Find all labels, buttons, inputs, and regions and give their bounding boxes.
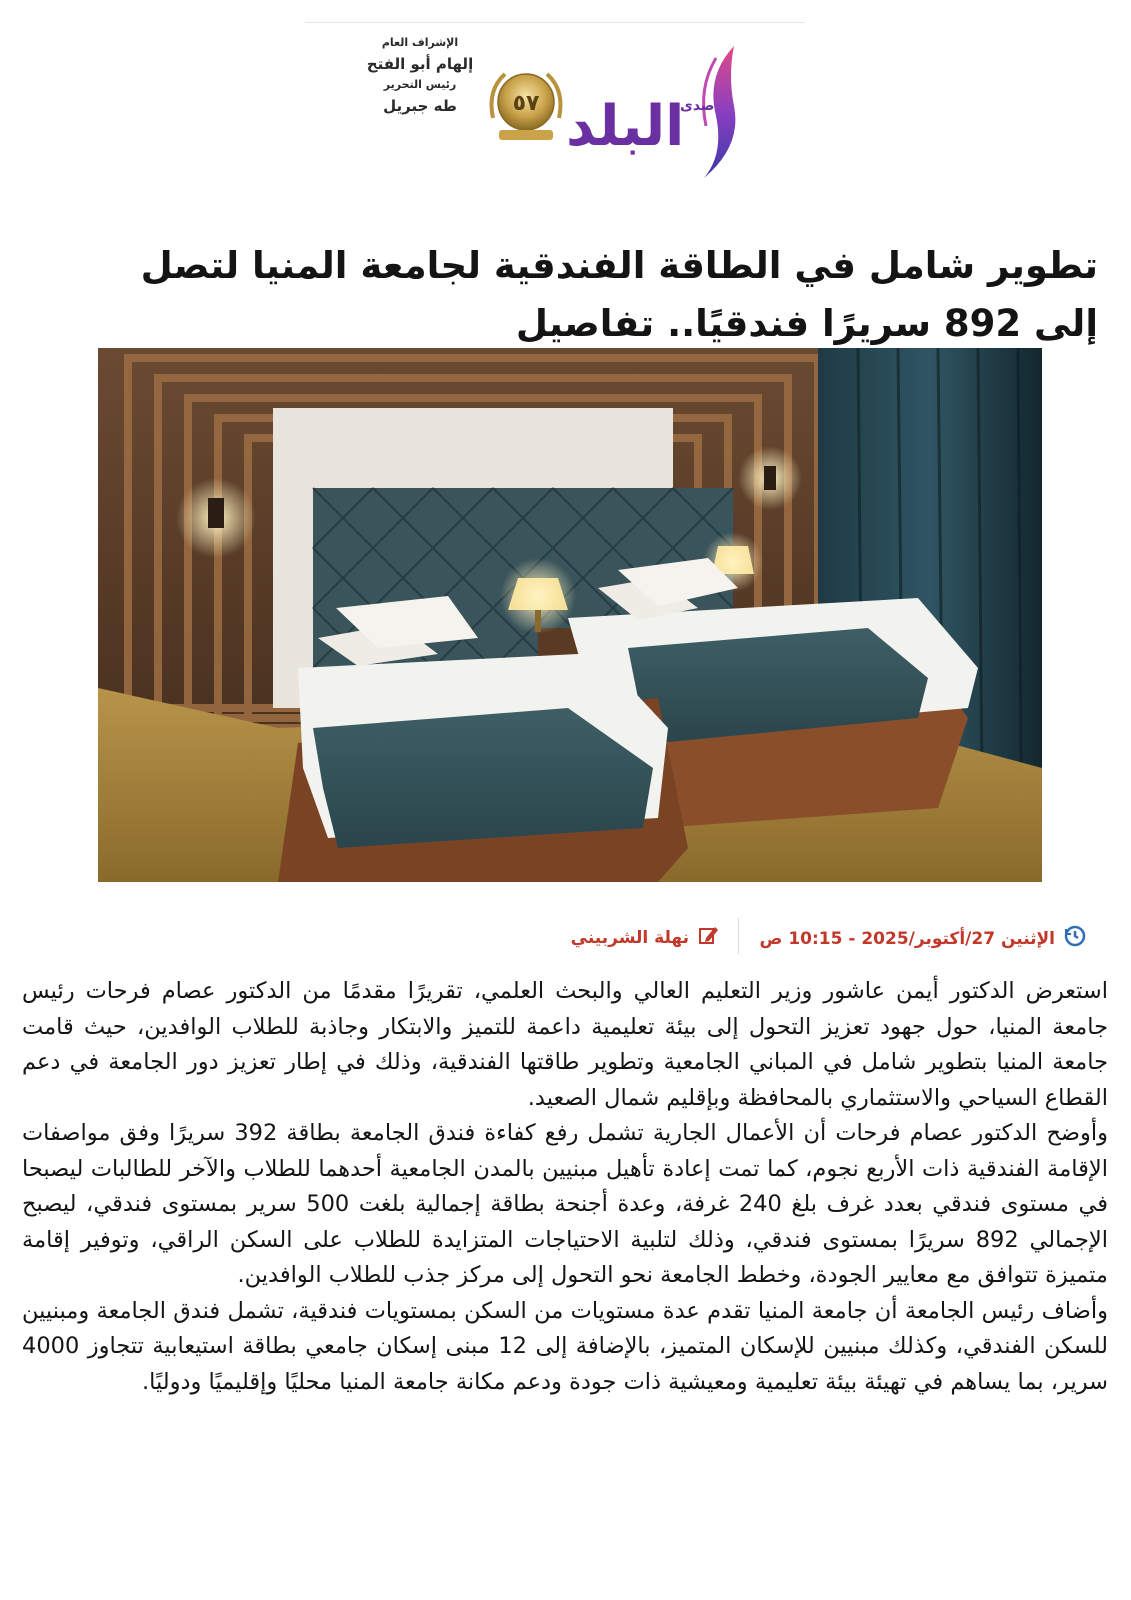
article-date (760, 924, 1087, 953)
article-paragraph: استعرض الدكتور أيمن عاشور وزير التعليم العالي والبحث العلمي، تقريرًا مقدمًا من الدكتور عصام فرحات رئيس جامعة المنيا، حول جهود تعزيز التحول إلى بيئة تعليمية داعمة للتميز والابتكار وجاذبة للطلاب الوافدين، حيث قامت جامعة المنيا بتطوير شامل في المباني الجامعية وتطوير طاقتها الفندقية، وذلك في إطار تعزيز دور الجامعة في دعم القطاع السياحي والاستثماري بالمحافظة وبإقليم شمال الصعيد. (22, 978, 1108, 1111)
masthead-credits (350, 34, 490, 118)
article-headline: تطوير شامل في الطاقة الفندقية لجامعة المنيا لتصل إلى 892 سريرًا فندقيًا.. تفاصيل (140, 243, 1098, 345)
brand-name: البلد (566, 94, 685, 159)
article-photo (98, 348, 1042, 882)
editor-label: رئيس التحرير (383, 78, 457, 91)
article-author-name[interactable]: نهلة الشربيني (570, 927, 689, 948)
article-paragraph: وأضاف رئيس الجامعة أن جامعة المنيا تقدم عدة مستويات من السكن بمستويات فندقية، تشمل فندق الجامعة ومبنيين للسكن الفندقي، وكذلك مبنيين للإسكان المتميز، بالإضافة إلى 12 مبنى إسكان جامعي بطاقة استيعابية تتجاوز 4000 سرير، بما يساهم في تهيئة بيئة تعليمية ومعيشية ذات جودة ودعم مكانة جامعة المنيا محليًا وإقليميًا ودوليًا. (22, 1297, 1108, 1395)
article-meta (0, 918, 1131, 958)
article-author[interactable] (571, 924, 719, 951)
editor-name: طه جبريل (383, 97, 457, 115)
pencil-icon (697, 924, 719, 951)
supervision-label: الإشراف العام (381, 36, 459, 49)
article-body (22, 974, 1108, 1400)
clock-refresh-icon (1063, 924, 1087, 953)
brand-prefix: صدى (680, 98, 715, 114)
supervisor-name: إلهام أبو الفتح (366, 55, 474, 73)
article-paragraph: وأوضح الدكتور عصام فرحات أن الأعمال الجارية تشمل رفع كفاءة فندق الجامعة بطاقة 392 سريرًا وفق مواصفات الإقامة الفندقية ذات الأربع نجوم، كما تمت إعادة تأهيل مبنيين بالمدن الجامعية أحدهما للطلاب والآخر للطالبات ليصبحا في مستوى فندقي بعدد غرف بلغ 240 غرفة، وعدة أجنحة بطاقة إجمالية بلغت 500 سرير بمستوى فندقي، ليصبح الإجمالي 892 سريرًا بمستوى فندقي، وذلك لتلبية الاحتياجات المتزايدة للطلاب على السكن الراقي، وتوفير إقامة متميزة تتوافق مع معايير الجودة، وخطط الجامعة نحو التحول إلى مركز جذب للطلاب الوافدين. (22, 1120, 1108, 1288)
masthead-rule (305, 22, 805, 23)
anniversary-emblem-icon (483, 60, 569, 150)
meta-divider (738, 918, 739, 954)
site-logo[interactable] (566, 36, 766, 186)
emblem-number: ٥٧ (512, 91, 540, 116)
article-date-text: الإثنين 27/أكتوبر/2025 - 10:15 ص (759, 928, 1055, 949)
